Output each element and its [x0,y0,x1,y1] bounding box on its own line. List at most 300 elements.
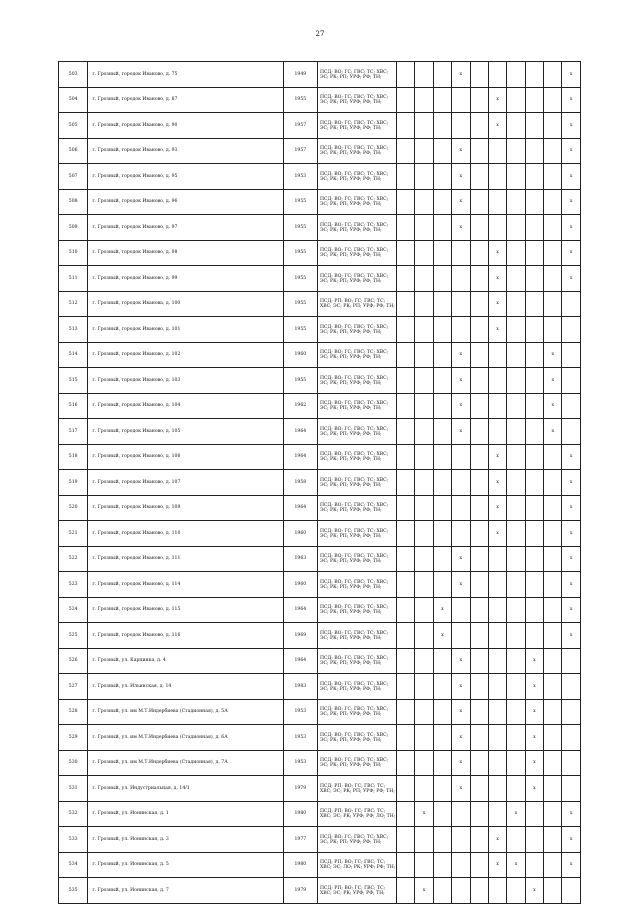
mark-cell [470,674,488,700]
mark-cell: x [507,801,525,827]
row-number: 508 [59,189,88,215]
mark-cell: x [488,317,506,343]
mark-cell [544,495,562,521]
mark-cell [470,801,488,827]
address-cell: г. Грозный, городок Иваново, д. 87 [88,87,283,113]
row-number: 510 [59,240,88,266]
mark-cell [507,419,525,445]
mark-cell [525,572,543,598]
mark-cell [470,495,488,521]
year-cell: 1957 [283,138,317,164]
row-number: 535 [59,878,88,904]
year-cell: 1960 [283,342,317,368]
address-cell: г. Грозный, городок Иваново, д. 101 [88,317,283,343]
row-number: 526 [59,648,88,674]
mark-cell: x [562,597,581,623]
address-cell: г. Грозный, городок Иваново, д. 105 [88,419,283,445]
mark-cell [507,521,525,547]
mark-cell [396,776,414,802]
mark-cell [470,215,488,241]
mark-cell [433,164,451,190]
mark-cell [433,674,451,700]
table-row [59,215,581,241]
mark-cell [415,648,433,674]
mark-cell: x [562,87,581,113]
works-list-cell: ПСД; ВО; ГС; ГВС; ТС; ХВС; ЭС; РК; РП; УРФ; РФ; ТН; [318,62,397,88]
mark-cell [470,62,488,88]
mark-cell [396,189,414,215]
mark-cell [544,623,562,649]
mark-cell [396,419,414,445]
mark-cell [470,240,488,266]
mark-cell: x [452,776,470,802]
mark-cell: x [488,444,506,470]
mark-cell [470,342,488,368]
mark-cell [415,776,433,802]
mark-cell [507,266,525,292]
mark-cell: x [562,444,581,470]
mark-cell [415,623,433,649]
mark-cell [507,342,525,368]
row-number: 521 [59,521,88,547]
mark-cell: x [452,215,470,241]
mark-cell: x [562,266,581,292]
row-number: 514 [59,342,88,368]
mark-cell [525,521,543,547]
year-cell: 1960 [283,572,317,598]
mark-cell [415,470,433,496]
mark-cell: x [544,393,562,419]
mark-cell [452,878,470,904]
table-row [59,444,581,470]
mark-cell [525,444,543,470]
mark-cell: x [525,699,543,725]
mark-cell [488,368,506,394]
address-cell: г. Грозный, городок Иваново, д. 116 [88,623,283,649]
mark-cell [415,164,433,190]
mark-cell [433,495,451,521]
mark-cell: x [562,240,581,266]
year-cell: 1963 [283,546,317,572]
mark-cell: x [452,546,470,572]
mark-cell [396,444,414,470]
mark-cell [396,852,414,878]
address-cell: г. Грозный, городок Иваново, д. 107 [88,470,283,496]
mark-cell [544,546,562,572]
mark-cell: x [562,470,581,496]
mark-cell: x [452,725,470,751]
mark-cell [433,572,451,598]
mark-cell [433,240,451,266]
mark-cell [544,470,562,496]
address-cell: г. Грозный, городок Иваново, д. 97 [88,215,283,241]
mark-cell [396,674,414,700]
mark-cell [507,240,525,266]
mark-cell [544,266,562,292]
mark-cell [452,801,470,827]
mark-cell [433,368,451,394]
mark-cell [544,521,562,547]
mark-cell: x [562,546,581,572]
mark-cell [562,750,581,776]
mark-cell: x [452,572,470,598]
mark-cell [544,189,562,215]
row-number: 509 [59,215,88,241]
mark-cell [396,62,414,88]
mark-cell [507,393,525,419]
year-cell: 1983 [283,674,317,700]
mark-cell [396,827,414,853]
mark-cell [415,495,433,521]
mark-cell [562,317,581,343]
mark-cell [470,699,488,725]
mark-cell [525,62,543,88]
works-list-cell: ПСД; ВО; ГС; ГВС; ТС; ХВС; ЭС; РК; РП; УРФ; РФ; ТН; [318,164,397,190]
mark-cell [396,138,414,164]
mark-cell [452,495,470,521]
mark-cell [525,113,543,139]
address-cell: г. Грозный, ул. Индустриальная, д. 14/1 [88,776,283,802]
year-cell: 1953 [283,750,317,776]
mark-cell [488,878,506,904]
mark-cell: x [452,62,470,88]
mark-cell [507,750,525,776]
housing-register-table [58,61,581,904]
mark-cell [525,801,543,827]
year-cell: 1980 [283,801,317,827]
mark-cell [452,444,470,470]
mark-cell [470,393,488,419]
mark-cell [415,572,433,598]
table-row [59,623,581,649]
year-cell: 1979 [283,878,317,904]
works-list-cell: ПСД; РП; ВО; ГС; ГВС; ТС; ХВС; ЭС; РК; УРФ; РФ; ТН; [318,878,397,904]
mark-cell [396,266,414,292]
year-cell: 1964 [283,495,317,521]
table-row [59,597,581,623]
year-cell: 1964 [283,648,317,674]
mark-cell [488,546,506,572]
works-list-cell: ПСД; ВО; ГС; ГВС; ТС; ХВС; ЭС; РК; РП; УРФ; РФ; ТН; [318,317,397,343]
mark-cell [562,725,581,751]
mark-cell [507,87,525,113]
mark-cell [452,470,470,496]
table-row [59,113,581,139]
mark-cell: x [488,266,506,292]
mark-cell [525,266,543,292]
mark-cell [507,878,525,904]
mark-cell: x [488,291,506,317]
mark-cell: x [452,368,470,394]
mark-cell [452,521,470,547]
mark-cell [525,470,543,496]
mark-cell [470,546,488,572]
mark-cell [525,495,543,521]
mark-cell [507,189,525,215]
mark-cell [544,291,562,317]
mark-cell [525,368,543,394]
year-cell: 1979 [283,776,317,802]
table-row [59,827,581,853]
mark-cell [544,648,562,674]
mark-cell [433,393,451,419]
year-cell: 1964 [283,444,317,470]
mark-cell [507,138,525,164]
mark-cell [544,317,562,343]
mark-cell: x [525,878,543,904]
mark-cell [470,470,488,496]
mark-cell [470,291,488,317]
mark-cell [544,62,562,88]
mark-cell: x [562,521,581,547]
mark-cell [470,189,488,215]
year-cell: 1953 [283,164,317,190]
mark-cell [415,852,433,878]
mark-cell [433,291,451,317]
mark-cell [562,342,581,368]
mark-cell [562,674,581,700]
mark-cell [415,266,433,292]
year-cell: 1962 [283,393,317,419]
mark-cell [525,546,543,572]
table-row [59,470,581,496]
works-list-cell: ПСД; РП; ВО; ГС; ГВС; ТС; ХВС; ЭС; РК; РП; УРФ; РФ; ТН; [318,291,397,317]
mark-cell [396,801,414,827]
works-list-cell: ПСД; ВО; ГС; ГВС; ТС; ХВС; ЭС; РК; РП; УРФ; РФ; ТН; [318,368,397,394]
year-cell: 1955 [283,189,317,215]
mark-cell [507,368,525,394]
mark-cell [470,138,488,164]
works-list-cell: ПСД; РП; ВО; ГС; ГВС; ТС; ХВС; ЭС; РК; УРФ; РФ; ЛО; ТН; [318,801,397,827]
mark-cell [396,240,414,266]
mark-cell [544,776,562,802]
mark-cell [452,827,470,853]
mark-cell [433,419,451,445]
mark-cell [562,368,581,394]
table-row [59,750,581,776]
works-list-cell: ПСД; ВО; ГС; ГВС; ТС; ХВС; ЭС; РК; РП; УРФ; РФ; ТН; [318,725,397,751]
table-row [59,546,581,572]
table-row [59,419,581,445]
mark-cell [544,750,562,776]
mark-cell [507,317,525,343]
mark-cell: x [488,852,506,878]
mark-cell [396,164,414,190]
works-list-cell: ПСД; ВО; ГС; ГВС; ТС; ХВС; ЭС; РК; РП; УРФ; РФ; ТН; [318,419,397,445]
works-list-cell: ПСД; ВО; ГС; ГВС; ТС; ХВС; ЭС; РК; РП; УРФ; РФ; ТН; [318,648,397,674]
address-cell: г. Грозный, ул. Ионинская, д. 7 [88,878,283,904]
mark-cell [415,750,433,776]
works-list-cell: ПСД; ВО; ГС; ГВС; ТС; ХВС; ЭС; РК; РП; УРФ; РФ; ТН; [318,240,397,266]
table-row [59,62,581,88]
mark-cell [433,444,451,470]
mark-cell [488,62,506,88]
address-cell: г. Грозный, ул. Ионинская, д. 1 [88,801,283,827]
mark-cell [544,827,562,853]
mark-cell [415,291,433,317]
mark-cell [488,393,506,419]
mark-cell [507,444,525,470]
mark-cell [470,572,488,598]
mark-cell [562,419,581,445]
mark-cell: x [452,419,470,445]
mark-cell [396,750,414,776]
mark-cell [470,852,488,878]
address-cell: г. Грозный, ул. Ильинская, д. 14 [88,674,283,700]
mark-cell [470,725,488,751]
table-row [59,648,581,674]
mark-cell [433,546,451,572]
year-cell: 1955 [283,317,317,343]
mark-cell: x [525,776,543,802]
mark-cell: x [562,623,581,649]
row-number: 504 [59,87,88,113]
mark-cell: x [562,189,581,215]
table-row [59,240,581,266]
mark-cell: x [452,648,470,674]
row-number: 517 [59,419,88,445]
mark-cell [544,215,562,241]
mark-cell: x [488,87,506,113]
mark-cell [452,240,470,266]
mark-cell [525,852,543,878]
year-cell: 1955 [283,215,317,241]
mark-cell [488,725,506,751]
works-list-cell: ПСД; РП; ВО; ГС; ГВС; ТС; ХВС; ЭС; РК; РП; УРФ; РФ; ТН; [318,776,397,802]
row-number: 530 [59,750,88,776]
row-number: 520 [59,495,88,521]
address-cell: г. Грозный, городок Иваново, д. 114 [88,572,283,598]
mark-cell: x [415,801,433,827]
mark-cell [396,699,414,725]
works-list-cell: ПСД; ВО; ГС; ГВС; ТС; ХВС; ЭС; РК; РП; УРФ; РФ; ТН; [318,674,397,700]
mark-cell [488,674,506,700]
mark-cell [396,725,414,751]
mark-cell [507,572,525,598]
mark-cell: x [452,342,470,368]
works-list-cell: ПСД; ВО; ГС; ГВС; ТС; ХВС; ЭС; РК; РП; УРФ; РФ; ТН; [318,189,397,215]
mark-cell [396,597,414,623]
address-cell: г. Грозный, городок Иванова, д. 100 [88,291,283,317]
mark-cell [415,699,433,725]
year-cell: 1969 [283,623,317,649]
mark-cell [433,852,451,878]
mark-cell [415,419,433,445]
mark-cell [507,62,525,88]
mark-cell [544,725,562,751]
mark-cell [396,572,414,598]
mark-cell: x [452,393,470,419]
mark-cell [507,470,525,496]
mark-cell: x [452,674,470,700]
works-list-cell: ПСД; ВО; ГС; ГВС; ТС; ХВС; ЭС; РК; РП; УРФ; РФ; ТН; [318,342,397,368]
mark-cell: x [562,852,581,878]
mark-cell [396,648,414,674]
table-row [59,317,581,343]
works-list-cell: ПСД; ВО; ГС; ГВС; ТС; ХВС; ЭС; РК; РП; УРФ; РФ; ТН; [318,521,397,547]
mark-cell [470,87,488,113]
mark-cell [396,623,414,649]
mark-cell: x [415,878,433,904]
mark-cell [525,87,543,113]
table-row [59,572,581,598]
mark-cell [544,113,562,139]
works-list-cell: ПСД; ВО; ГС; ГВС; ТС; ХВС; ЭС; РК; РП; УРФ; РФ; ТН; [318,266,397,292]
mark-cell [433,138,451,164]
year-cell: 1964 [283,597,317,623]
mark-cell [433,113,451,139]
mark-cell [544,674,562,700]
address-cell: г. Грозный, городок Иваново, д. 106 [88,444,283,470]
mark-cell [544,801,562,827]
table-row [59,699,581,725]
mark-cell: x [525,648,543,674]
mark-cell [470,521,488,547]
mark-cell [470,164,488,190]
mark-cell: x [562,827,581,853]
table-row [59,138,581,164]
year-cell: 1958 [283,470,317,496]
table-row [59,342,581,368]
mark-cell: x [562,113,581,139]
mark-cell [525,164,543,190]
address-cell: г. Грозный, городок Иваново, д. 99 [88,266,283,292]
row-number: 506 [59,138,88,164]
table-row [59,776,581,802]
mark-cell [470,878,488,904]
address-cell: г. Грозный, городок Иваново, д. 93 [88,138,283,164]
mark-cell [433,878,451,904]
works-list-cell: ПСД; ВО; ГС; ГВС; ТС; ХВС; ЭС; РК; РП; УРФ; РФ; ТН; [318,699,397,725]
mark-cell [525,291,543,317]
mark-cell [544,138,562,164]
row-number: 518 [59,444,88,470]
table-row [59,801,581,827]
row-number: 512 [59,291,88,317]
mark-cell: x [452,750,470,776]
row-number: 524 [59,597,88,623]
mark-cell [433,189,451,215]
row-number: 519 [59,470,88,496]
mark-cell [470,317,488,343]
mark-cell [470,368,488,394]
address-cell: г. Грозный, ул. Ионинская, д. 5 [88,852,283,878]
address-cell: г. Грозный, городок Иваново, д. 102 [88,342,283,368]
row-number: 531 [59,776,88,802]
address-cell: г. Грозный, ул. Карпинка, д. 4 [88,648,283,674]
mark-cell [525,138,543,164]
mark-cell: x [562,801,581,827]
mark-cell [415,827,433,853]
mark-cell: x [488,827,506,853]
mark-cell [396,113,414,139]
mark-cell: x [525,674,543,700]
mark-cell [507,291,525,317]
mark-cell [415,546,433,572]
mark-cell [488,138,506,164]
mark-cell: x [452,138,470,164]
row-number: 532 [59,801,88,827]
mark-cell [415,444,433,470]
mark-cell [433,87,451,113]
mark-cell [415,240,433,266]
year-cell: 1980 [283,852,317,878]
mark-cell [525,827,543,853]
address-cell: г. Грозный, городок Иваново, д. 96 [88,189,283,215]
address-cell: г. Грозный, ул. Ионинская, д. 3 [88,827,283,853]
mark-cell [507,674,525,700]
mark-cell [470,113,488,139]
